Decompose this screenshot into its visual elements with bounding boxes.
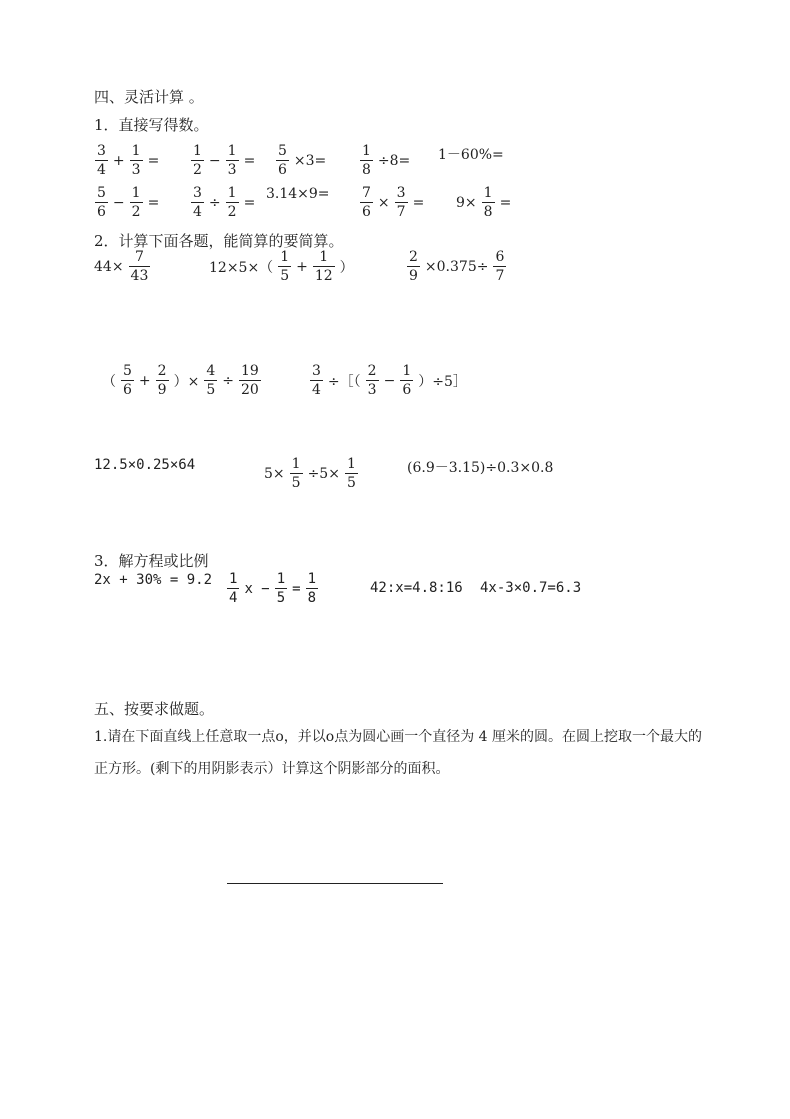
fraction — [204, 364, 217, 397]
fraction-numerator: 7 — [362, 185, 371, 201]
fraction-denominator: 9 — [157, 382, 167, 398]
expr — [454, 186, 513, 219]
fraction — [130, 186, 143, 219]
fraction — [95, 144, 108, 177]
fraction-numerator: 3 — [193, 185, 202, 201]
expr-text: 12×5×（ — [209, 259, 274, 276]
fraction — [276, 144, 289, 177]
fraction-denominator: 5 — [276, 590, 286, 606]
fraction-numerator: 3 — [97, 143, 106, 159]
fraction — [156, 364, 169, 397]
expr-text: ÷8= — [377, 152, 411, 169]
expr — [188, 186, 257, 219]
expr-text: ×3= — [293, 152, 327, 169]
expr-text: x − — [244, 580, 270, 597]
fraction — [226, 186, 239, 219]
expr-text: + — [138, 372, 151, 389]
fraction-denominator: 6 — [362, 204, 371, 220]
fraction-numerator: 1 — [193, 143, 202, 159]
expr-text: = — [292, 580, 301, 597]
fraction — [482, 186, 495, 219]
fraction-numerator: 1 — [227, 143, 237, 159]
expr — [404, 250, 509, 283]
fraction-numerator: 7 — [135, 249, 144, 265]
section5-title: 五、按要求做题。 — [94, 700, 215, 718]
q2-title: 2．计算下面各题，能简算的要简算。 — [94, 232, 344, 250]
expr-text: = — [412, 194, 425, 211]
fraction — [290, 457, 303, 490]
fraction-denominator: 12 — [314, 268, 333, 284]
expr-text: ×0.375÷ — [424, 258, 489, 275]
expr-text: ÷ — [222, 372, 234, 389]
section5-q1-line2: 正方形。(剩下的用阴影表示）计算这个阴影部分的面积。 — [94, 761, 450, 777]
fraction-denominator: 20 — [240, 382, 259, 398]
expr — [307, 364, 469, 397]
fraction — [191, 186, 204, 219]
expr-text: 9× — [456, 194, 477, 211]
fraction-numerator: 1 — [131, 185, 141, 201]
fraction-denominator: 5 — [291, 475, 301, 491]
expr-text: = — [499, 194, 512, 211]
expr — [92, 186, 161, 219]
fraction-denominator: 9 — [409, 268, 418, 284]
expr — [478, 580, 583, 596]
fraction — [366, 364, 379, 397]
fraction-denominator: 4 — [229, 590, 238, 606]
fraction-denominator: 2 — [227, 204, 237, 220]
expr-text: 42:x=4.8:16 — [370, 580, 463, 596]
expr — [264, 186, 332, 202]
expr — [436, 144, 506, 164]
fraction-denominator: 5 — [346, 475, 356, 491]
fraction-numerator: 1 — [307, 571, 317, 587]
fraction — [360, 144, 373, 177]
fraction-numerator: 1 — [227, 185, 237, 201]
fraction-denominator: 4 — [312, 382, 321, 398]
expr-text: 12.5×0.25×64 — [94, 457, 196, 473]
fraction — [313, 250, 335, 283]
expr-text: 5× — [264, 465, 285, 482]
expr-text: 44× — [94, 258, 124, 275]
fraction-denominator: 2 — [131, 204, 141, 220]
expr — [92, 572, 214, 588]
fraction-numerator: 1 — [229, 571, 238, 587]
expr-text: = — [147, 152, 160, 169]
expr-text: 3.14×9= — [266, 186, 330, 202]
expr-text: 1－60%= — [438, 147, 504, 163]
expr — [273, 144, 328, 177]
fraction-numerator: 19 — [240, 363, 259, 379]
expr-text: − — [383, 372, 396, 389]
expr-text: 4x-3×0.7=6.3 — [480, 580, 582, 596]
fraction-numerator: 1 — [280, 249, 290, 265]
fraction-numerator: 1 — [362, 143, 371, 159]
fraction-denominator: 5 — [206, 382, 216, 398]
expr — [224, 572, 321, 605]
fraction — [191, 144, 204, 177]
fraction — [239, 364, 261, 397]
fraction-denominator: 3 — [131, 162, 141, 178]
fraction-denominator: 5 — [280, 268, 290, 284]
expr — [357, 186, 426, 219]
fraction-denominator: 6 — [97, 204, 106, 220]
expr-text: × — [377, 194, 390, 211]
fraction-denominator: 6 — [402, 382, 412, 398]
fraction — [275, 572, 287, 605]
expr — [92, 250, 153, 283]
q3-title: 3．解方程或比例 — [94, 552, 209, 570]
fraction-denominator: 6 — [278, 162, 287, 178]
fraction-numerator: 5 — [123, 363, 132, 379]
fraction — [400, 364, 413, 397]
expr-text: + — [112, 152, 125, 169]
expr-text: − — [208, 152, 221, 169]
expr-text: （ — [102, 373, 116, 390]
expr — [100, 364, 264, 397]
fraction-denominator: 7 — [396, 204, 406, 220]
expr-text: ） — [339, 259, 354, 276]
expr-text: 2x + 30% = 9.2 — [94, 572, 213, 588]
fraction-denominator: 7 — [495, 268, 505, 284]
fraction-denominator: 8 — [483, 204, 493, 220]
fraction-numerator: 1 — [291, 456, 301, 472]
fraction — [345, 457, 358, 490]
fraction-numerator: 2 — [409, 249, 418, 265]
expr — [207, 250, 356, 283]
expr — [188, 144, 257, 177]
fraction-numerator: 4 — [206, 363, 216, 379]
fraction — [121, 364, 134, 397]
section4-title: 四、灵活计算 。 — [94, 88, 204, 106]
drawing-line — [227, 883, 443, 884]
fraction-denominator: 2 — [193, 162, 202, 178]
expr-text: ÷5× — [307, 465, 340, 482]
fraction — [493, 250, 506, 283]
fraction-denominator: 4 — [97, 162, 106, 178]
fraction-numerator: 1 — [402, 363, 412, 379]
expr-text: ÷ — [208, 194, 221, 211]
fraction — [310, 364, 323, 397]
fraction — [278, 250, 291, 283]
fraction-numerator: 1 — [319, 249, 329, 265]
fraction-numerator: 2 — [157, 363, 167, 379]
expr — [262, 457, 361, 490]
expr — [92, 144, 161, 177]
fraction — [226, 144, 239, 177]
fraction — [360, 186, 373, 219]
expr-text: + — [296, 258, 308, 275]
fraction-denominator: 4 — [193, 204, 202, 220]
expr-text: = — [243, 194, 256, 211]
expr-text: = — [147, 194, 160, 211]
expr-text: ）÷5］ — [418, 373, 467, 390]
fraction-denominator: 3 — [367, 382, 377, 398]
fraction-numerator: 5 — [97, 185, 106, 201]
fraction-numerator: 1 — [276, 571, 286, 587]
expr-text: = — [243, 152, 256, 169]
expr — [357, 144, 412, 177]
fraction-numerator: 1 — [483, 185, 493, 201]
section5-q1-line1: 1.请在下面直线上任意取一点o，并以o点为圆心画一个直径为 4 厘米的圆。在圆上挖取一个最大的 — [94, 729, 703, 745]
expr — [92, 457, 197, 473]
expr — [405, 457, 555, 477]
fraction-denominator: 8 — [307, 590, 317, 606]
fraction-denominator: 8 — [362, 162, 371, 178]
fraction-numerator: 1 — [346, 456, 356, 472]
fraction-numerator: 6 — [495, 249, 505, 265]
fraction-denominator: 43 — [130, 268, 149, 284]
fraction-numerator: 2 — [367, 363, 377, 379]
expr-text: ）× — [173, 373, 200, 390]
fraction-denominator: 3 — [227, 162, 237, 178]
fraction — [407, 250, 420, 283]
fraction-numerator: 5 — [278, 143, 287, 159]
fraction-denominator: 6 — [123, 382, 132, 398]
expr-text: (6.9－3.15)÷0.3×0.8 — [407, 460, 554, 476]
expr-text: ÷［（ — [327, 373, 361, 390]
fraction — [130, 144, 143, 177]
fraction — [395, 186, 408, 219]
fraction — [129, 250, 151, 283]
fraction — [306, 572, 318, 605]
expr-text: − — [112, 194, 125, 211]
fraction-numerator: 3 — [396, 185, 406, 201]
fraction-numerator: 3 — [312, 363, 321, 379]
fraction — [227, 572, 239, 605]
q1-title: 1．直接写得数。 — [94, 116, 209, 134]
fraction — [95, 186, 108, 219]
expr — [368, 580, 465, 596]
fraction-numerator: 1 — [131, 143, 141, 159]
